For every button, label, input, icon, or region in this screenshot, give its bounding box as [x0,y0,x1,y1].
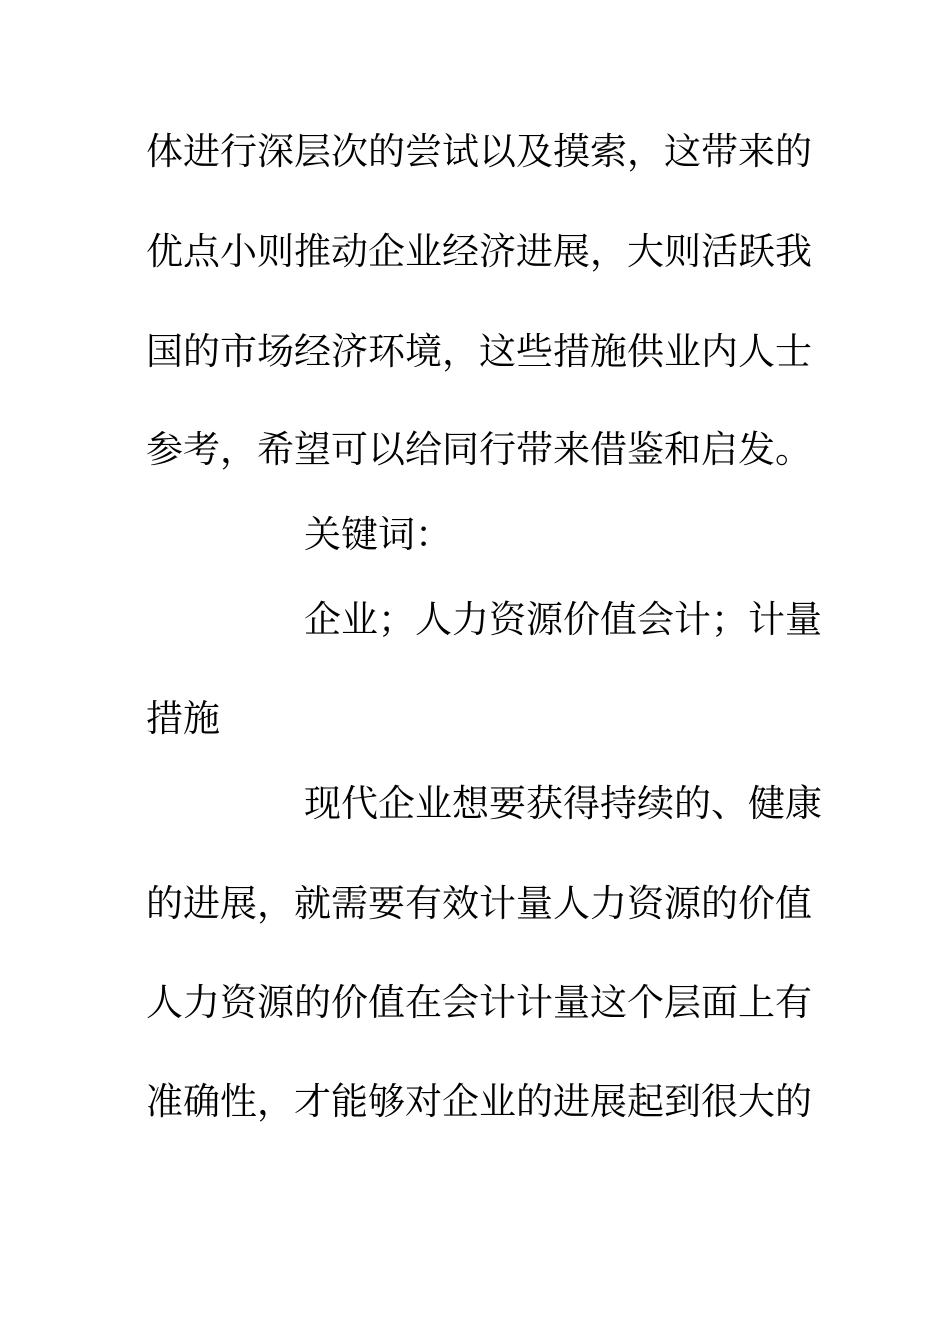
body-line-1: 现代企业想要获得持续的、健康 [304,782,822,825]
keywords-line-2: 措施 [146,697,220,740]
abstract-line-2: 优点小则推动企业经济进展，大则活跃我 [146,230,812,273]
abstract-line-1: 体进行深层次的尝试以及摸索，这带来的 [146,130,812,173]
body-line-4: 准确性，才能够对企业的进展起到很大的 [146,1080,812,1123]
keywords-line-1: 企业；人力资源价值会计；计量 [304,598,822,641]
body-line-3: 人力资源的价值在会计计量这个层面上有 [146,981,812,1024]
body-line-2: 的进展，就需要有效计量人力资源的价值 [146,882,812,925]
keywords-label: 关键词： [304,513,452,556]
abstract-line-4: 参考，希望可以给同行带来借鉴和启发。 [146,428,812,471]
abstract-line-3: 国的市场经济环境，这些措施供业内人士 [146,330,812,373]
